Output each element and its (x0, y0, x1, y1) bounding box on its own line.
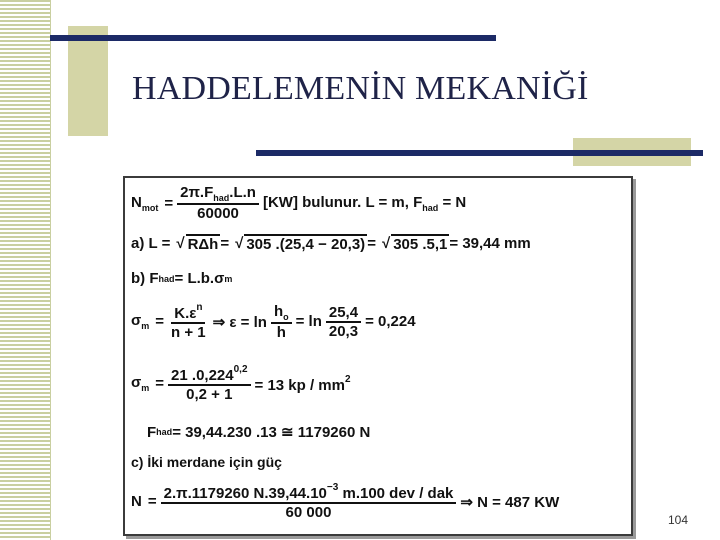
eq-symbol: $\sigma_m$ (131, 312, 150, 331)
equation-row-a (131, 234, 531, 253)
eq-result: = 13 kp / $mm^2$ (254, 373, 351, 394)
subscript: m (224, 273, 233, 284)
eq-label: a) L = (131, 235, 171, 252)
radicand: RΔh (187, 236, 219, 253)
eq-result: = 39,44.230 .13 ≅ 1179260 N (172, 424, 371, 441)
title-bar-top (50, 35, 496, 41)
eq-sign: = (147, 493, 157, 510)
equation-row-sigma-value (131, 364, 351, 403)
accent-block-top-left (68, 26, 108, 136)
equation-row-c (131, 454, 282, 470)
eq-result: = 0,224 (365, 313, 416, 330)
eq-text: = L.b.σ (174, 270, 225, 287)
page-number: 104 (668, 513, 689, 527)
eq-symbol: $N_{mot}$ (131, 193, 159, 213)
eq-sign: = (220, 235, 230, 252)
radicand: 305 .5,1 (393, 236, 448, 253)
left-stripe-decoration (0, 0, 51, 540)
eq-symbol: N (131, 493, 142, 510)
subscript: had (156, 427, 173, 437)
equation-row-force (147, 423, 370, 441)
eq-sign: = (155, 313, 165, 330)
sqrt-symbol: √ (176, 235, 185, 252)
subscript: had (158, 273, 175, 284)
eq-text: [KW] bulunur. L = m, $F_{had} = N$ (262, 193, 467, 213)
eq-sign: = (164, 194, 174, 212)
formula-panel (123, 176, 633, 536)
eq-sign: = (155, 375, 165, 392)
fraction: $\frac{K.\varepsilon^n}{n + 1}$ (171, 302, 206, 341)
equation-row-final-power (131, 482, 559, 521)
eq-sign: = ln (295, 313, 322, 330)
eq-result: ⇒ N = 487 KW (460, 493, 560, 511)
slide-title: HADDELEMENİN MEKANİĞİ (132, 70, 589, 107)
fraction: $\frac{21 .0,224^{0,2}}{0,2 + 1}$ (168, 364, 250, 403)
eq-sign: = (367, 235, 376, 252)
fraction: $\frac{h_o}{h}$ (271, 303, 292, 341)
eq-symbol: $\sigma_m$ (131, 374, 150, 393)
sqrt-symbol: √ (381, 235, 391, 252)
fraction: $\frac{2.\pi.1179260 N.39,44.10^{-3} m.100 dev / dak}{60 000}$ (161, 482, 457, 521)
radicand: 305 .(25,4 − 20,3) (246, 236, 366, 253)
fraction: $\frac{25,4}{20,3}$ (326, 304, 361, 340)
equation-row-sigma (131, 302, 416, 341)
equation-row-b (131, 270, 232, 287)
eq-symbol: F (147, 423, 157, 441)
title-bar-bottom (256, 150, 703, 156)
eq-result: = 39,44 mm (449, 235, 531, 252)
equation-row-power (131, 184, 466, 222)
fraction: $\frac{2\pi.F_{had}.L.n}{60000}$ (177, 184, 259, 222)
eq-label: b) F (131, 270, 159, 287)
sqrt-symbol: √ (235, 235, 244, 252)
implication-arrow: ⇒ ε = ln (212, 313, 267, 331)
eq-label: c) İki merdane için güç (131, 454, 282, 470)
